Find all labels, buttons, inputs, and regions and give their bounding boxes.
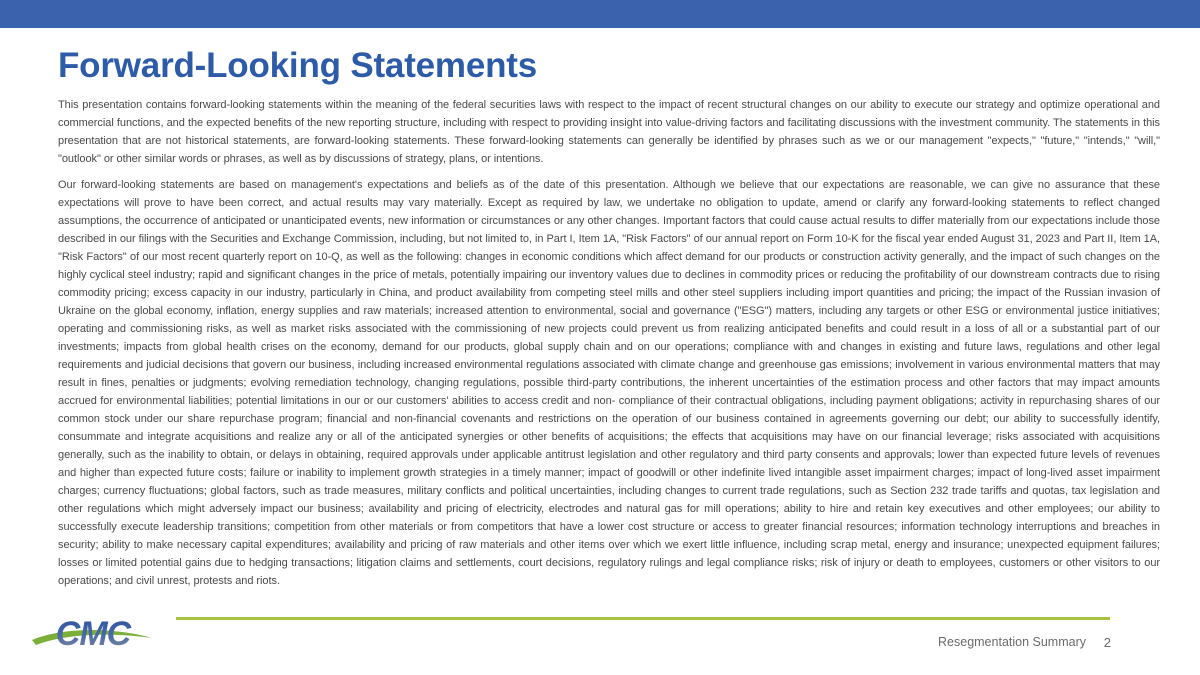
top-banner	[0, 0, 1200, 28]
cmc-logo	[30, 612, 156, 654]
page-title: Forward-Looking Statements	[58, 46, 538, 85]
body-text	[58, 96, 1160, 598]
logo-wordmark: CMC	[55, 615, 131, 653]
paragraph-risk-factors: Our forward-looking statements are based on management's expectations and beliefs as of the date of this presentation. Although we believe that our expectations are reasonable, we can give no assurance that these expectations will prove to have been correct, and actual results may vary materially. Except as required by law, we undertake no obligation to update, amend or clarify any forward-looking statements to reflect changed assumptions, the occurrence of anticipated or unanticipated events, new information or circumstances or any other changes. Important factors that could cause actual results to differ materially from our expectations include those described in our filings with the Securities and Exchange Commission, including, but not limited to, in Part I, Item 1A, "Risk Factors" of our annual report on Form 10-K for the fiscal year ended August 31, 2023 and Part II, Item 1A, "Risk Factors" of our most recent quarterly report on 10-Q, as well as the following: changes in economic conditions which affect demand for our products or construction activity generally, and the impact of such changes on the highly cyclical steel industry; rapid and significant changes in the price of metals, potentially impairing our inventory values due to declines in commodity prices or reducing the profitability of our downstream contracts due to rising commodity pricing; excess capacity in our industry, particularly in China, and product availability from competing steel mills and other steel suppliers including import quantities and pricing; the impact of the Russian invasion of Ukraine on the global economy, inflation, energy supplies and raw materials; increased attention to environmental, social and governance ("ESG") matters, including any targets or other ESG or environmental justice initiatives; operating and commissioning risks, as well as market risks associated with the commissioning of new projects could prevent us from realizing anticipated benefits and could result in a loss of all or a substantial part of our investments; impacts from global health crises on the economy, demand for our products, global supply chain and on our operations; compliance with and changes in existing and future laws, regulations and other legal requirements and judicial decisions that govern our business, including increased environmental regulations associated with climate change and greenhouse gas emissions; involvement in various environmental matters that may result in fines, penalties or judgments; evolving remediation technology, changing regulations, possible third-party contributions, the inherent uncertainties of the estimation process and other factors that may impact amounts accrued for environmental liabilities; potential limitations in our or our customers' abilities to access credit and non- compliance of their contractual obligations, including payment obligations; activity in repurchasing shares of our common stock under our share repurchase program; financial and non-financial covenants and restrictions on the operation of our business contained in agreements governing our debt; our ability to successfully identify, consummate and integrate acquisitions and realize any or all of the anticipated synergies or other benefits of acquisitions; the effects that acquisitions may have on our financial leverage; risks associated with acquisitions generally, such as the inability to obtain, or delays in obtaining, required approvals under applicable antitrust legislation and other regulatory and third party consents and approvals; lower than expected future levels of revenues and higher than expected future costs; failure or inability to implement growth strategies in a timely manner; impact of goodwill or other indefinite lived intangible asset impairment charges; impact of long-lived asset impairment charges; currency fluctuations; global factors, such as trade measures, military conflicts and political uncertainties, including changes to current trade regulations, such as Section 232 trade tariffs and quotas, tax legislation and other regulations which might adversely impact our business; availability and pricing of electricity, electrodes and natural gas for mill operations; ability to hire and retain key executives and other employees; our ability to successfully execute leadership transitions; competition from other materials or from competitors that have a lower cost structure or access to greater financial resources; information technology interruptions and breaches in security; ability to make necessary capital expenditures; availability and pricing of raw materials and other items over which we exert little influence, including scrap metal, energy and insurance; unexpected equipment failures; losses or limited potential gains due to hedging transactions; litigation claims and settlements, court decisions, regulatory rulings and legal compliance risks; risk of injury or death to employees, customers or other visitors to our operations; and civil unrest, protests and riots.	[58, 179, 1160, 587]
footer-label: Resegmentation Summary	[938, 635, 1086, 649]
footer-divider	[176, 617, 1110, 620]
paragraph-intro: This presentation contains forward-looking statements within the meaning of the federal securities laws with respect to the impact of recent structural changes on our ability to execute our strategy and optimize operational and commercial functions, and the expected benefits of the new reporting structure, including with respect to providing insight into value-driving factors and facilitating discussions with the investment community. The statements in this presentation that are not historical statements, are forward-looking statements. These forward-looking statements can generally be identified by phrases such as we or our management "expects," "future," "intends," "will," "outlook" or other similar words or phrases, as well as by discussions of strategy, plans, or intentions.	[58, 99, 1160, 165]
page-number: 2	[1103, 635, 1111, 650]
